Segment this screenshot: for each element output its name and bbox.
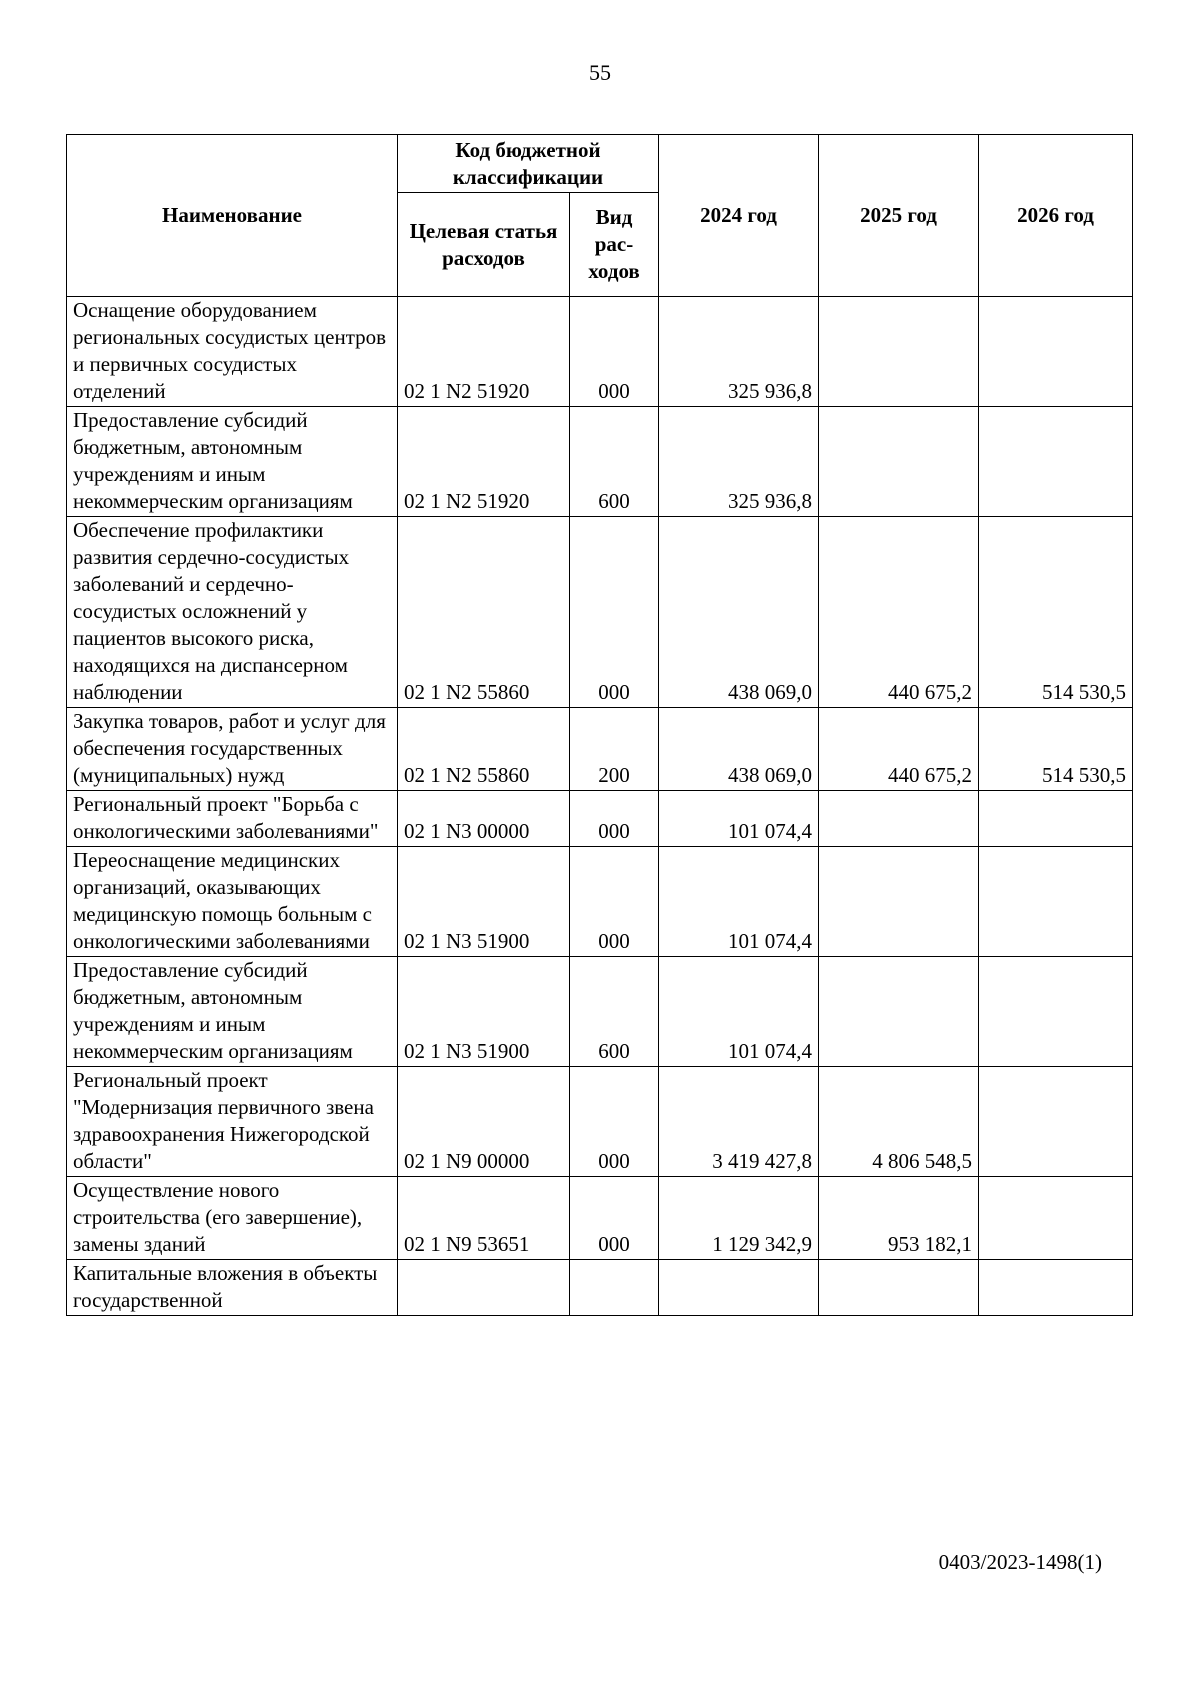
row-kind: 000 [570, 791, 659, 847]
row-kind: 000 [570, 1177, 659, 1260]
row-name: Капитальные вложения в объекты государственной [67, 1260, 398, 1316]
row-target: 02 1 N2 55860 [398, 708, 570, 791]
row-target: 02 1 N3 51900 [398, 957, 570, 1067]
row-2024: 1 129 342,9 [659, 1177, 819, 1260]
row-2024: 101 074,4 [659, 791, 819, 847]
table-row [67, 791, 1133, 847]
row-name: Предоставление субсидий бюджетным, автономным учреждениям и иным некоммерческим организациям [67, 957, 398, 1067]
row-target: 02 1 N3 51900 [398, 847, 570, 957]
row-2026 [979, 1177, 1133, 1260]
header-target: Целевая статья расходов [398, 193, 570, 297]
row-kind: 000 [570, 297, 659, 407]
header-2024: 2024 год [659, 135, 819, 297]
row-2025: 440 675,2 [819, 517, 979, 708]
row-kind: 000 [570, 1067, 659, 1177]
table-row [67, 517, 1133, 708]
row-2025: 4 806 548,5 [819, 1067, 979, 1177]
row-2026 [979, 791, 1133, 847]
row-name: Осуществление нового строительства (его завершение), замены зданий [67, 1177, 398, 1260]
row-target: 02 1 N9 53651 [398, 1177, 570, 1260]
row-target: 02 1 N2 51920 [398, 407, 570, 517]
table-row [67, 1067, 1133, 1177]
header-name: Наименование [67, 135, 398, 297]
header-kind-line: рас- [594, 232, 634, 256]
row-name: Оснащение оборудованием региональных сосудистых центров и первичных сосудистых отделений [67, 297, 398, 407]
document-registration-number: 0403/2023-1498(1) [938, 1550, 1102, 1574]
row-2024: 438 069,0 [659, 517, 819, 708]
row-2024: 438 069,0 [659, 708, 819, 791]
table-row [67, 847, 1133, 957]
row-2025 [819, 297, 979, 407]
row-name: Закупка товаров, работ и услуг для обеспечения государственных (муниципальных) нужд [67, 708, 398, 791]
table-row [67, 1177, 1133, 1260]
header-code-group: Код бюджетной классификации [398, 135, 659, 193]
row-name: Предоставление субсидий бюджетным, автономным учреждениям и иным некоммерческим организациям [67, 407, 398, 517]
header-kind-line: ходов [588, 259, 640, 283]
header-2025: 2025 год [819, 135, 979, 297]
header-2026: 2026 год [979, 135, 1133, 297]
row-2025 [819, 407, 979, 517]
row-2024 [659, 1260, 819, 1316]
row-name: Переоснащение медицинских организаций, оказывающих медицинскую помощь больным с онкологическими заболеваниями [67, 847, 398, 957]
row-2025 [819, 791, 979, 847]
row-target: 02 1 N9 00000 [398, 1067, 570, 1177]
row-2026 [979, 847, 1133, 957]
table-row [67, 957, 1133, 1067]
table-row [67, 708, 1133, 791]
table-row [67, 1260, 1133, 1316]
row-2026 [979, 1067, 1133, 1177]
row-name: Региональный проект "Модернизация первичного звена здравоохранения Нижегородской области" [67, 1067, 398, 1177]
row-2026 [979, 957, 1133, 1067]
row-2024: 101 074,4 [659, 957, 819, 1067]
row-name: Обеспечение профилактики развития сердечно-сосудистых заболеваний и сердечно-сосудистых осложнений у пациентов высокого риска, находящихся на диспансерном наблюдении [67, 517, 398, 708]
row-target [398, 1260, 570, 1316]
row-kind: 600 [570, 407, 659, 517]
row-2025 [819, 1260, 979, 1316]
header-kind [570, 193, 659, 297]
row-2024: 325 936,8 [659, 297, 819, 407]
row-2026: 514 530,5 [979, 517, 1133, 708]
row-2025 [819, 847, 979, 957]
row-kind: 000 [570, 517, 659, 708]
row-2026: 514 530,5 [979, 708, 1133, 791]
row-kind: 000 [570, 847, 659, 957]
row-2026 [979, 297, 1133, 407]
row-kind: 200 [570, 708, 659, 791]
row-target: 02 1 N3 00000 [398, 791, 570, 847]
row-2025 [819, 957, 979, 1067]
row-2026 [979, 1260, 1133, 1316]
header-kind-line: Вид [595, 205, 633, 229]
table-row [67, 407, 1133, 517]
budget-table [66, 134, 1133, 1316]
row-target: 02 1 N2 51920 [398, 297, 570, 407]
row-2025: 440 675,2 [819, 708, 979, 791]
table-row [67, 297, 1133, 407]
row-2026 [979, 407, 1133, 517]
page-number: 55 [589, 60, 611, 85]
row-kind [570, 1260, 659, 1316]
row-kind: 600 [570, 957, 659, 1067]
row-2024: 101 074,4 [659, 847, 819, 957]
row-2025: 953 182,1 [819, 1177, 979, 1260]
row-2024: 3 419 427,8 [659, 1067, 819, 1177]
row-2024: 325 936,8 [659, 407, 819, 517]
row-name: Региональный проект "Борьба с онкологическими заболеваниями" [67, 791, 398, 847]
row-target: 02 1 N2 55860 [398, 517, 570, 708]
